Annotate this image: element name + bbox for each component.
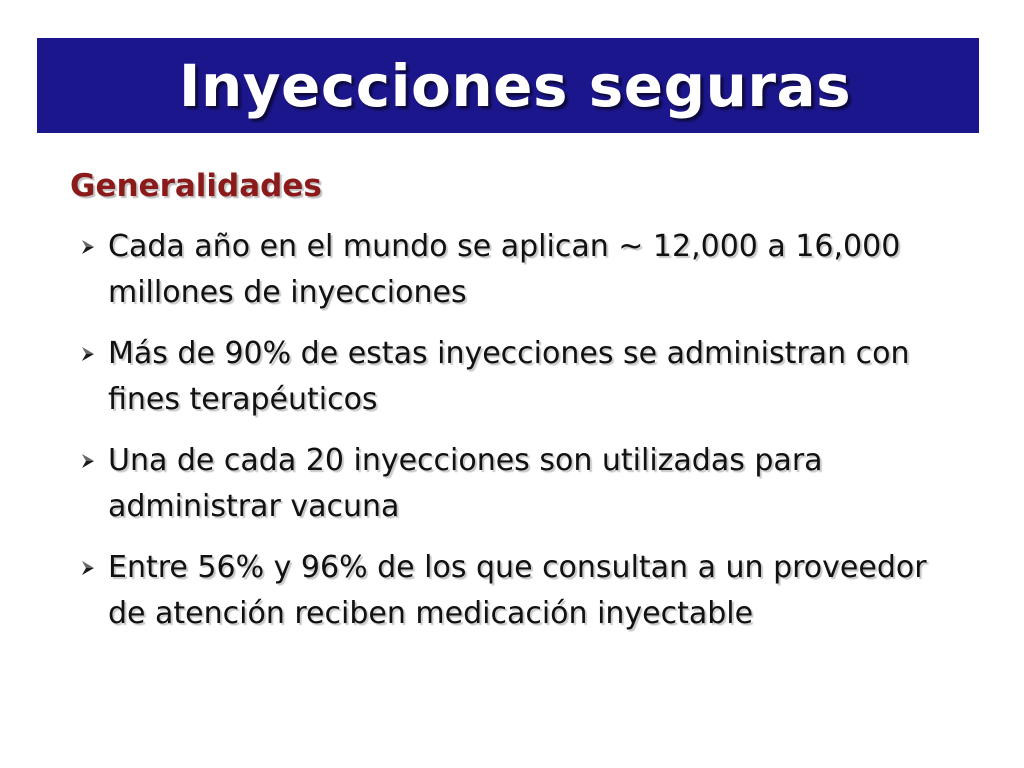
list-item (70, 224, 970, 316)
slide-title: Inyecciones seguras (178, 51, 852, 120)
bullet-text: Entre 56% y 96% de los que consultan a un proveedor de atención reciben medicación inyectable (108, 550, 927, 631)
bullet-text: Cada año en el mundo se aplican ~ 12,000 a 16,000 millones de inyecciones (108, 229, 901, 310)
arrowhead-bullet-icon (70, 224, 108, 270)
arrowhead-bullet-icon (70, 331, 108, 377)
list-item (70, 438, 970, 530)
list-item (70, 331, 970, 423)
arrowhead-bullet-icon (70, 438, 108, 484)
list-item (70, 545, 970, 637)
title-banner (37, 38, 979, 133)
arrowhead-bullet-icon (70, 545, 108, 591)
bullet-text: Más de 90% de estas inyecciones se administran con fines terapéuticos (108, 336, 910, 417)
section-heading: Generalidades (70, 168, 322, 204)
bullet-text: Una de cada 20 inyecciones son utilizadas para administrar vacuna (108, 443, 823, 524)
bullet-list (70, 224, 970, 652)
